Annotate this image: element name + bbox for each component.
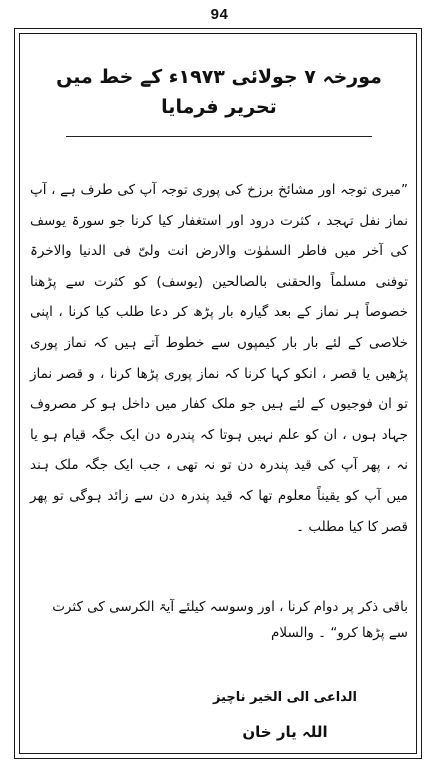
letter-content (30, 40, 408, 746)
letter-closing: باقی ذکر پر دوام کرنا ، اور وسوسہ کیلئے آیۃ الکرسی کی کثرت سے پڑھا کرو“ ۔ والسلام (52, 599, 408, 642)
signature-salutation: الداعی الی الخیر ناچیز (212, 690, 358, 706)
letter-body: ”میری توجہ اور مشائخ برزخ کی پوری توجہ آپ کی طرف ہے ، آپ نماز نفل تہجد ، کثرت درود اور استغفار کیا کرنا جو سورۃ یوسف کی آخر میں فاطر السمٰوٰت والارض انت ولیّ فی الدنیا والاخرۃ توفنی مسلماً والحقنی بالصالحین (یوسف) کو کثرت سے پڑھنا خصوصاً ہر نماز کے بعد گیارہ بار پڑھ کر دعا طلب کیا کرنا ، اپنی خلاصی کے لئے بار بار کیمپوں سے خطوط آتے ہیں کہ نماز پوری پڑھیں یا قصر ، انکو کہا کرنا کہ نماز پوری پڑھا کرنا ، و قصر نماز تو ان فوجیوں کے لئے ہیں جو ملک کفار میں داخل ہو کر مصروف جہاد ہوں ، ان کو علم نہیں ہوتا کہ پندرہ دن ایک جگہ قیام ہو یا نہ ، پھر آپ کی قید پندرہ دن تو نہ تھی ، جب ایک جگہ ملک ہند میں آپ کو یقیناً معلوم تھا کہ قید پندرہ دن سے زائد ہوگی تو پھر قصر کا کیا مطلب ۔ (30, 182, 408, 535)
signature-block (200, 686, 370, 746)
letter-title: مورخہ ۷ جولائی ۱۹۷۳ء کے خط میں تحریر فرمایا (56, 66, 382, 118)
signature-name: اللہ یار خان (242, 723, 328, 742)
title-divider (66, 136, 372, 137)
page-number: 94 (210, 6, 229, 23)
